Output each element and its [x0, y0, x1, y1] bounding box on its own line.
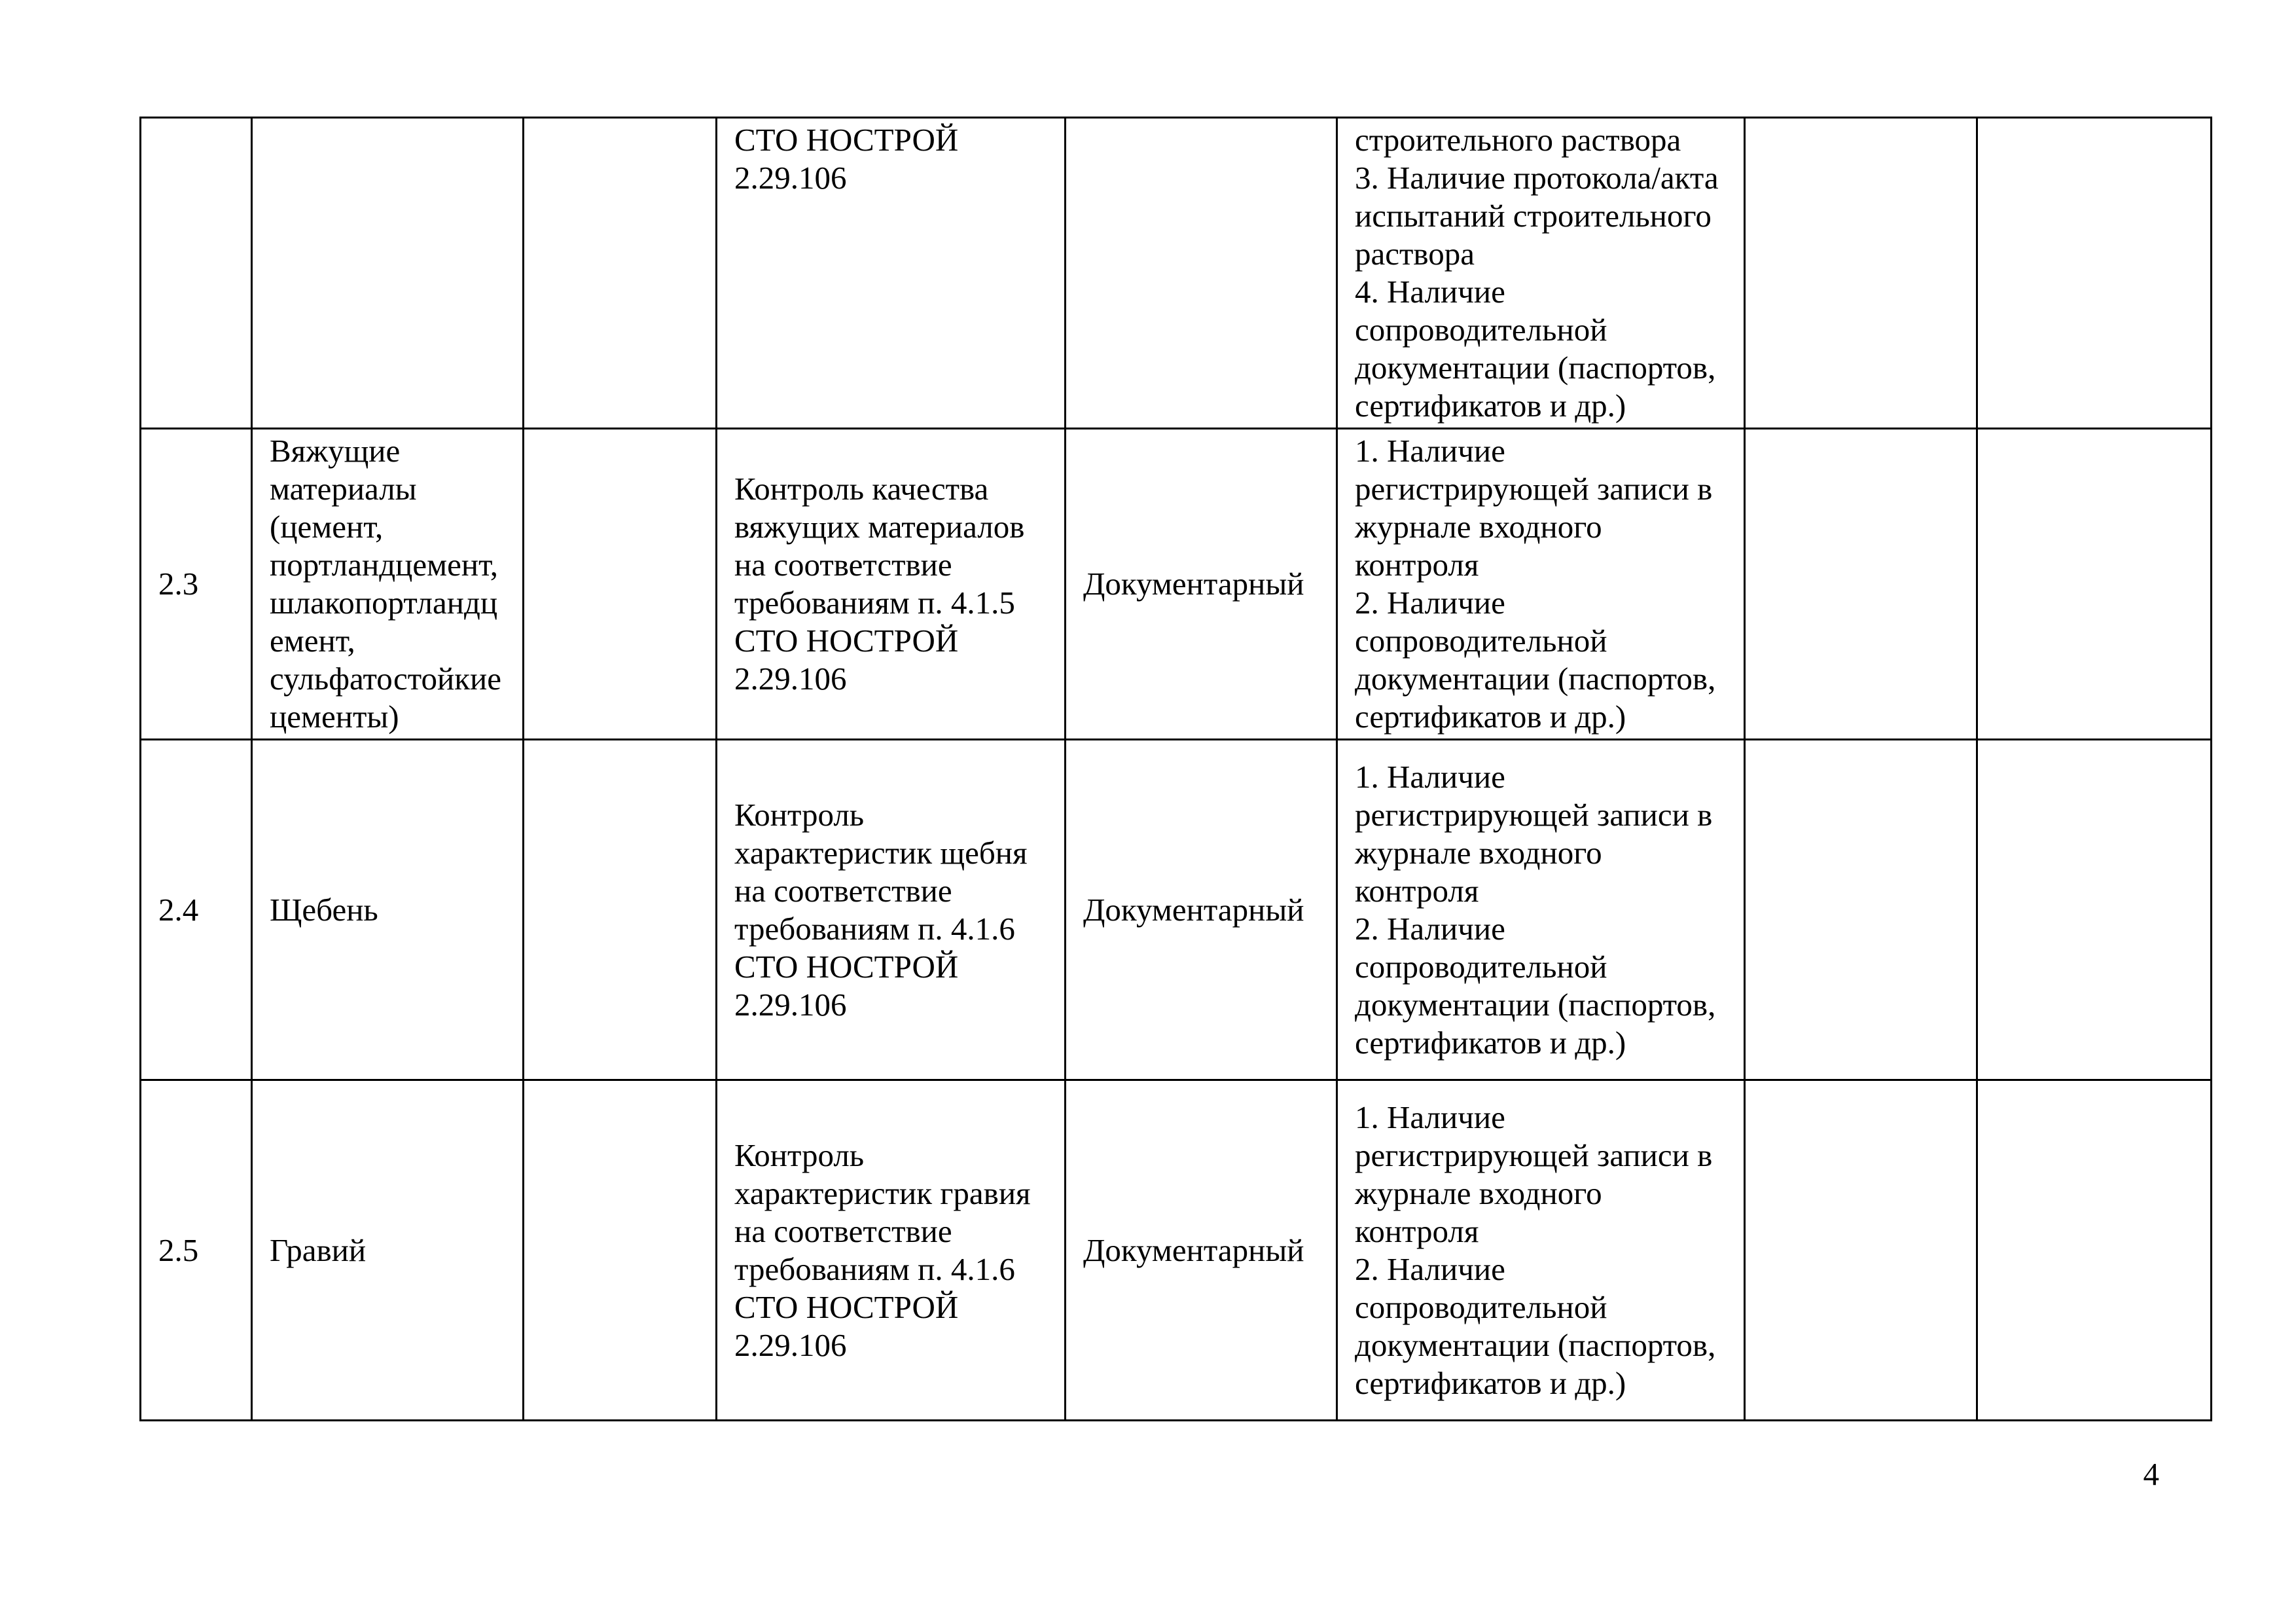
requirement-cell: СТО НОСТРОЙ 2.29.106 [717, 118, 1066, 429]
empty-cell [1977, 118, 2212, 429]
object-cell: Гравий [252, 1080, 524, 1421]
empty-cell [1745, 429, 1977, 740]
page-number: 4 [2143, 1456, 2159, 1492]
item-number-cell: 2.5 [141, 1080, 252, 1421]
requirement-cell: Контроль характеристик гравия на соответствие требованиям п. 4.1.6 СТО НОСТРОЙ 2.29.106 [717, 1080, 1066, 1421]
empty-cell [524, 740, 717, 1080]
method-cell: Документарный [1066, 1080, 1337, 1421]
table-row [141, 1080, 2212, 1421]
method-cell: Документарный [1066, 429, 1337, 740]
item-number-cell [141, 118, 252, 429]
empty-cell [524, 1080, 717, 1421]
empty-cell [1977, 429, 2212, 740]
empty-cell [1745, 118, 1977, 429]
table-row [141, 118, 2212, 429]
empty-cell [524, 118, 717, 429]
method-cell [1066, 118, 1337, 429]
requirement-cell: Контроль качества вяжущих материалов на соответствие требованиям п. 4.1.5 СТО НОСТРОЙ 2.29.106 [717, 429, 1066, 740]
requirement-cell: Контроль характеристик щебня на соответствие требованиям п. 4.1.6 СТО НОСТРОЙ 2.29.106 [717, 740, 1066, 1080]
empty-cell [1745, 740, 1977, 1080]
criteria-cell: 1. Наличие регистрирующей записи в журнале входного контроля 2. Наличие сопроводительной документации (паспортов, сертификатов и др.) [1337, 740, 1745, 1080]
control-table [139, 117, 2212, 1421]
empty-cell [524, 429, 717, 740]
method-cell: Документарный [1066, 740, 1337, 1080]
object-cell: Щебень [252, 740, 524, 1080]
empty-cell [1977, 740, 2212, 1080]
item-number-cell: 2.3 [141, 429, 252, 740]
table-row [141, 740, 2212, 1080]
object-cell: Вяжущие материалы (цемент, портландцемент, шлакопортландц емент, сульфатостойкие цементы) [252, 429, 524, 740]
empty-cell [1745, 1080, 1977, 1421]
criteria-cell: 1. Наличие регистрирующей записи в журнале входного контроля 2. Наличие сопроводительной документации (паспортов, сертификатов и др.) [1337, 429, 1745, 740]
object-cell [252, 118, 524, 429]
empty-cell [1977, 1080, 2212, 1421]
table-row [141, 429, 2212, 740]
criteria-cell: 1. Наличие регистрирующей записи в журнале входного контроля 2. Наличие сопроводительной документации (паспортов, сертификатов и др.) [1337, 1080, 1745, 1421]
item-number-cell: 2.4 [141, 740, 252, 1080]
criteria-cell: строительного раствора 3. Наличие протокола/акта испытаний строительного раствора 4. Наличие сопроводительной документации (паспортов, сертификатов и др.) [1337, 118, 1745, 429]
